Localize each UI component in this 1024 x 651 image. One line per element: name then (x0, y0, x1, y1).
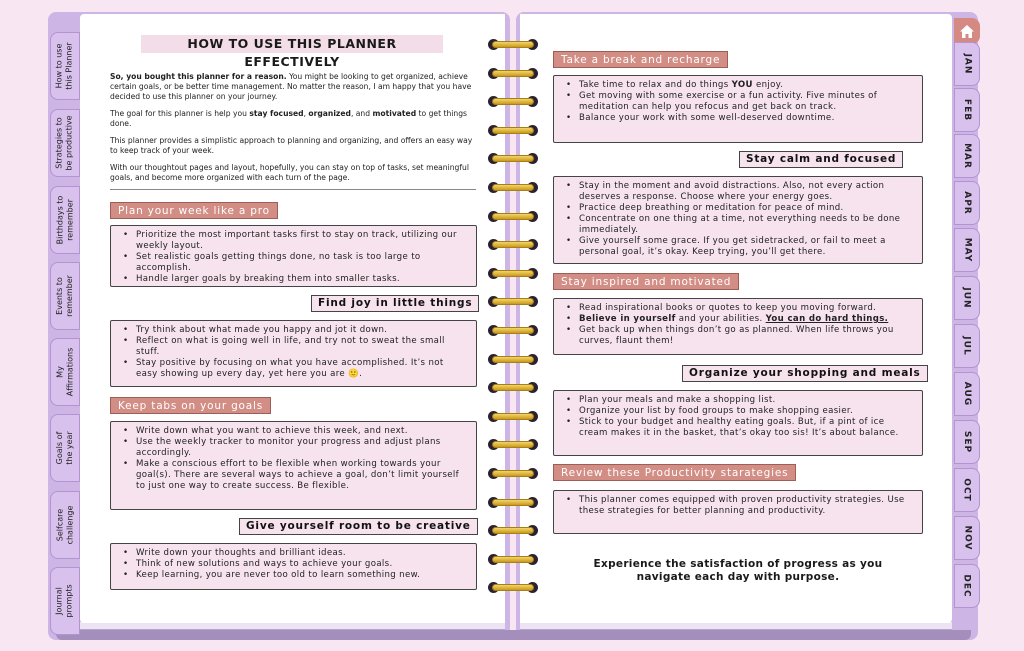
home-icon (959, 24, 975, 39)
tab-month-nov[interactable] (954, 516, 980, 560)
month-label: OCT (962, 478, 972, 502)
list-item-emphasis: You can do hard things. (765, 314, 889, 324)
list-item: • Stick to your budget and healthy eating goals. But, if a pint of ice cream makes it in the basket, that’s okay too sis! It’s about balance. (563, 417, 914, 439)
tab-month-dec[interactable] (954, 564, 980, 608)
list-item: • Think of new solutions and ways to achieve your goals. (120, 559, 468, 570)
tab-birthdays[interactable] (50, 186, 80, 254)
spiral-ring (488, 67, 538, 79)
list-item: • Prioritize the most important tasks first to stay on track, utilizing our weekly layout. (120, 230, 468, 252)
list-item (563, 80, 914, 91)
intro-bold: stay focused (249, 109, 304, 118)
tab-events[interactable] (50, 262, 80, 330)
intro-text-span: , (303, 109, 309, 118)
tab-selfcare[interactable] (50, 491, 80, 559)
tab-label: Events to remember (55, 275, 74, 317)
list-item: • Read inspirational books or quotes to keep you moving forward. (563, 303, 914, 314)
tab-label: How to use this Planner (55, 42, 75, 90)
list-item: • Keep learning, you are never too old to learn something new. (120, 570, 468, 581)
list-item: • Write down your thoughts and brilliant ideas. (120, 548, 468, 559)
tab-month-feb[interactable] (954, 88, 980, 132)
spiral-ring (488, 467, 538, 479)
list-item (563, 314, 914, 325)
page-edge-left (80, 622, 505, 630)
spiral-ring (488, 95, 538, 107)
list-item-bold: YOU (731, 80, 753, 90)
intro-text-span: to get things done. (110, 109, 467, 128)
section-heading-room: Give yourself room to be creative (239, 518, 478, 535)
list-item-bold: Believe in yourself (579, 314, 676, 324)
tab-journal[interactable] (50, 567, 80, 635)
tab-month-apr[interactable] (954, 181, 980, 225)
list-item-text: Take time to relax and do things (579, 80, 732, 90)
section-box-room (110, 543, 477, 590)
section-box-inspired (553, 298, 923, 355)
spiral-ring (488, 124, 538, 136)
spiral-ring (488, 353, 538, 365)
list-item: • Make a conscious effort to be flexible when working towards your goal(s). There are several ways to achieve a goal, don’t limit yourself to just one way to create success. Be flexible. (120, 459, 468, 492)
list-item-text: enjoy. (752, 80, 784, 90)
tab-label: Journal prompts (55, 584, 75, 618)
tab-label: My Affirmations (55, 347, 75, 397)
list-item: • Handle larger goals by breaking them into smaller tasks. (120, 274, 468, 285)
intro-text (110, 72, 478, 190)
list-item: • Try think about what made you happy and jot it down. (120, 325, 468, 336)
section-box-break (553, 75, 923, 143)
month-label: AUG (962, 381, 973, 407)
month-label: DEC (961, 574, 972, 598)
intro-paragraph: With our thoughtout pages and layout, hopefully, you can stay on top of tasks, set meaningful goals, and become more organized with each turn of the page. (110, 163, 469, 182)
list-item: • This planner comes equipped with proven productivity strategies. Use these strategies for better planning and productivity. (563, 495, 914, 517)
month-label: APR (962, 191, 972, 215)
list-item: • Reflect on what is going well in life, and try not to sweat the small stuff. (120, 336, 468, 358)
list-item: • Stay in the moment and avoid distractions. Also, not every action deserves a response. Choose where your energy goes. (563, 181, 914, 203)
tab-month-jan[interactable] (954, 42, 980, 86)
tab-month-may[interactable] (954, 228, 980, 272)
month-label: JUL (962, 336, 972, 356)
section-box-tabs (110, 421, 477, 510)
intro-text-span: , and (350, 109, 373, 118)
spiral-ring (488, 496, 538, 508)
intro-paragraph (110, 109, 478, 129)
intro-bold: So, you bought this planner for a reason. (110, 72, 287, 81)
list-item: • Stay positive by focusing on what you have accomplished. It’s not easy showing up every day, yet here you are 🙂. (120, 358, 468, 380)
spiral-ring (488, 581, 538, 593)
list-item: • Practice deep breathing or meditation for peace of mind. (563, 203, 914, 214)
section-box-joy (110, 320, 477, 387)
month-label: JUN (961, 287, 972, 309)
spiral-ring (488, 295, 538, 307)
divider (110, 189, 476, 190)
planner-cover-base (56, 630, 971, 640)
section-heading-plan: Plan your week like a pro (110, 202, 278, 219)
intro-text-span: The goal for this planner is help you (110, 109, 250, 118)
list-item: • Give yourself some grace. If you get sidetracked, or fail to meet a personal goal, it’s okay. Keep trying, you’ll get there. (563, 236, 914, 258)
spiral-ring (488, 438, 538, 450)
intro-text-span: You might be looking to get organized, achieve certain goals, or be better time management. No matter the reason, I am happy that you have decided to use this planner on your journey. (110, 72, 472, 101)
page-edge-right (520, 622, 952, 630)
month-label: MAR (962, 143, 973, 169)
list-item: • Set realistic goals getting things done, no task is too large to accomplish. (120, 252, 468, 274)
intro-paragraph (110, 72, 478, 102)
tab-strategies[interactable] (50, 109, 80, 177)
tab-how-to-use[interactable] (50, 32, 80, 100)
tab-label: Goals of the year (55, 431, 74, 465)
tab-label: Birthdays to remember (55, 195, 75, 245)
spiral-ring (488, 238, 538, 250)
list-item-text: and your abilities. (675, 314, 766, 324)
spiral-ring (488, 152, 538, 164)
section-heading-break: Take a break and recharge (553, 51, 728, 68)
spiral-ring (488, 524, 538, 536)
tab-month-oct[interactable] (954, 468, 980, 512)
tab-goals[interactable] (50, 414, 80, 482)
tab-month-mar[interactable] (954, 134, 980, 178)
section-heading-joy: Find joy in little things (311, 295, 479, 312)
list-item: • Concentrate on one thing at a time, not everything needs to be done immediately. (563, 214, 914, 236)
month-label: MAY (962, 237, 973, 263)
tab-label: Selfcare challenge (55, 505, 74, 545)
section-box-shopping (553, 390, 923, 456)
tab-month-jul[interactable] (954, 324, 980, 368)
month-label: FEB (962, 98, 972, 122)
month-label: SEP (961, 430, 972, 454)
month-label: NOV (962, 525, 973, 551)
spiral-ring (488, 553, 538, 565)
month-label: JAN (961, 53, 972, 75)
spiral-ring (488, 324, 538, 336)
section-heading-tabs: Keep tabs on your goals (110, 397, 271, 414)
intro-bold: motivated (372, 109, 417, 118)
spiral-ring (488, 181, 538, 193)
section-box-plan (110, 225, 477, 287)
section-box-calm (553, 176, 923, 264)
section-heading-calm: Stay calm and focused (739, 151, 903, 168)
list-item: • Get moving with some exercise or a fun activity. Five minutes of meditation can help you refocus and get back on track. (563, 91, 914, 113)
list-item: • Get back up when things don’t go as planned. When life throws you curves, flaunt them! (563, 325, 914, 347)
list-item: • Plan your meals and make a shopping list. (563, 395, 914, 406)
tab-month-sep[interactable] (954, 420, 980, 464)
spiral-ring (488, 210, 538, 222)
page-title: HOW TO USE THIS PLANNER EFFECTIVELY (141, 35, 443, 53)
list-item: • Use the weekly tracker to monitor your progress and adjust plans accordingly. (120, 437, 468, 459)
spiral-ring (488, 38, 538, 50)
list-item: • Balance your work with some well-deserved downtime. (563, 113, 914, 124)
spiral-ring (488, 267, 538, 279)
list-item: • Write down what you want to achieve this week, and next. (120, 426, 468, 437)
tab-affirmations[interactable] (50, 338, 80, 406)
spiral-ring (488, 410, 538, 422)
tab-label: Strategies to be productive (55, 115, 75, 171)
spiral-ring (488, 381, 538, 393)
list-item: • Organize your list by food groups to make shopping easier. (563, 406, 914, 417)
intro-paragraph: This planner provides a simplistic approach to planning and organizing, and offers an easy way to keep track of your week. (110, 136, 473, 155)
intro-bold: organized (308, 109, 351, 118)
closing-statement: Experience the satisfaction of progress as you navigate each day with purpose. (593, 558, 883, 583)
tab-month-aug[interactable] (954, 372, 980, 416)
section-heading-review: Review these Productivity starategies (553, 464, 796, 481)
section-heading-shopping: Organize your shopping and meals (682, 365, 928, 382)
section-heading-inspired: Stay inspired and motivated (553, 273, 739, 290)
home-tab[interactable] (954, 18, 980, 44)
section-box-review (553, 490, 923, 534)
tab-month-jun[interactable] (954, 276, 980, 320)
